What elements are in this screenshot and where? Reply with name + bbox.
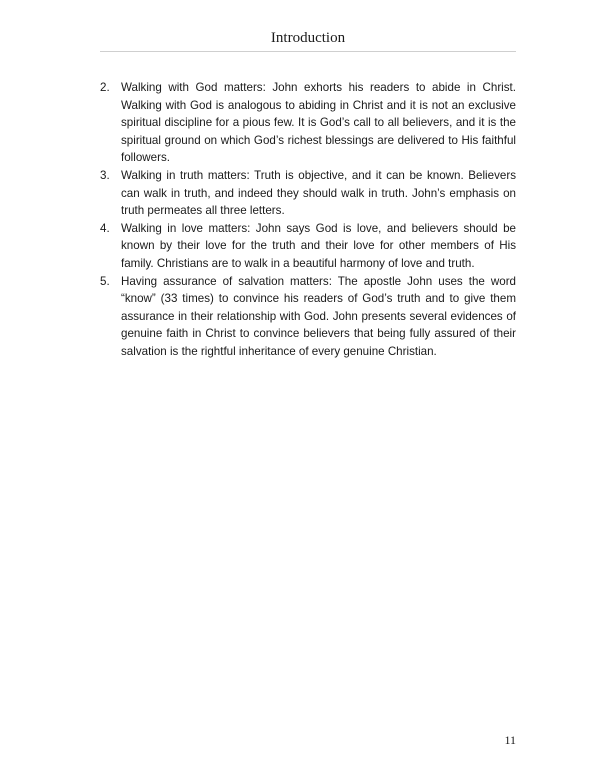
numbered-list	[100, 79, 516, 361]
list-item-number: 3.	[100, 168, 110, 182]
list-item-text: Walking with God matters: John exhorts his readers to abide in Christ. Walking with God is analogous to abiding in Christ and it is not an exclusive spiritual discipline for a pious few. It is God’s call to all believers, and it is the spiritual ground on which God’s richest blessings are delivered to His faithful followers.	[121, 81, 516, 165]
list-item-number: 5.	[100, 274, 110, 288]
list-item-text: Walking in truth matters: Truth is objective, and it can be known. Believers can walk in truth, and indeed they should walk in truth. John’s emphasis on truth permeates all three letters.	[121, 168, 516, 218]
list-item-number: 4.	[100, 221, 110, 235]
list-item	[100, 167, 516, 220]
list-item	[100, 273, 516, 361]
list-item-text: Walking in love matters: John says God is love, and believers should be known by their love for the truth and their love for other members of His family. Christians are to walk in a beautiful harmony of love and truth.	[121, 221, 516, 270]
list-item	[100, 220, 516, 273]
list-item-number: 2.	[100, 81, 110, 94]
page-number: 11	[504, 733, 516, 747]
running-head-title: Introduction	[270, 30, 346, 46]
list-item-text: Having assurance of salvation matters: The apostle John uses the word “know” (33 times) to convince his readers of God’s truth and to give them assurance in their relationship with God. John presents several evidences of genuine faith in Christ to convince believers that being fully assured of their salvation is the rightful inheritance of every genuine Christian.	[121, 274, 516, 358]
list-item	[100, 79, 516, 167]
header-divider	[100, 51, 516, 52]
